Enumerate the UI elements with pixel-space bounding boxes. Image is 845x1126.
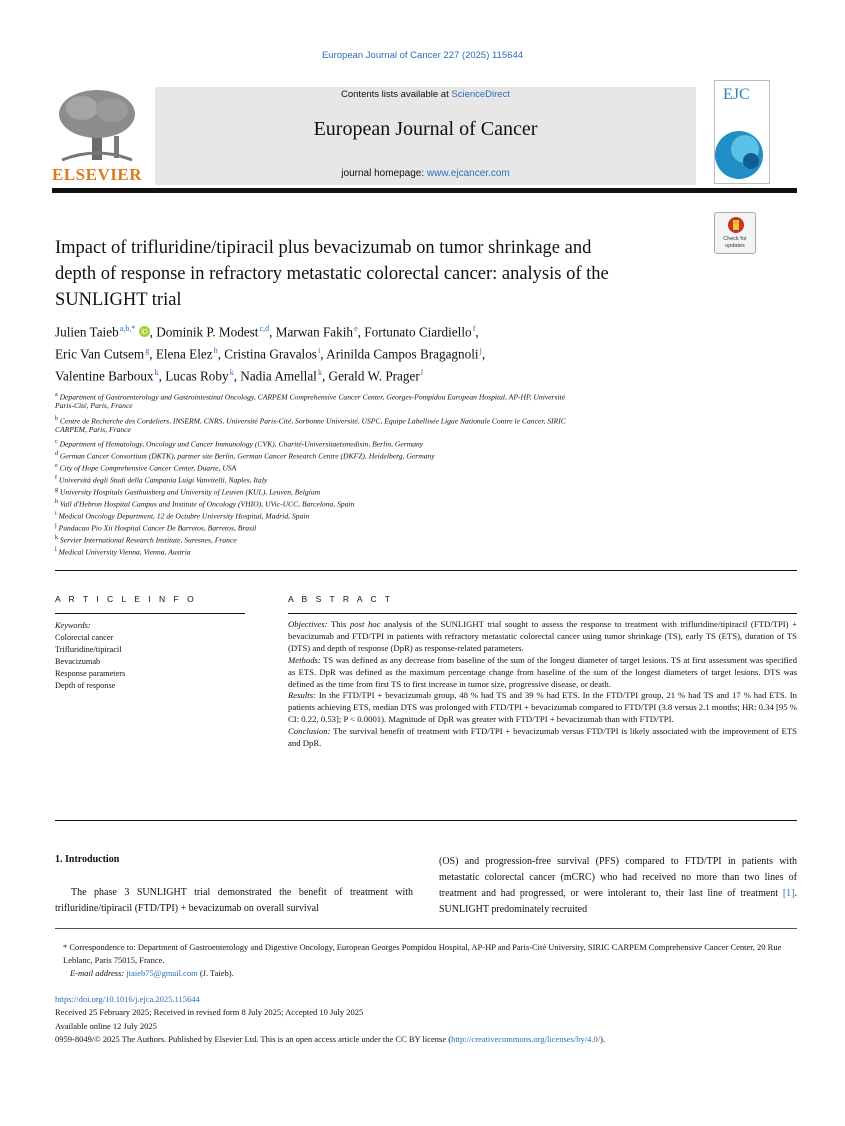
author-sup[interactable]: f (472, 324, 476, 333)
affiliation: $^e$ City of Hope Comprehensive Cancer Center, Duarte, USA (55, 463, 237, 473)
header-rule (52, 188, 797, 193)
doi-link[interactable]: https://doi.org/10.1016/j.ejca.2025.115644 (55, 994, 200, 1004)
author-name[interactable]: Eric Van Cutsem (55, 346, 145, 362)
contents-line (155, 89, 696, 100)
journal-citation[interactable]: European Journal of Cancer 227 (2025) 115644 (321, 50, 524, 61)
affiliation: $^f$ Università degli Studi della Campania Luigi Vanvitelli, Naples, Italy (55, 475, 268, 485)
affiliation: $^g$ University Hospitals Gasthuisberg and University of Leuven (KUL), Leuven, Belgium (55, 487, 321, 497)
section-rule (55, 570, 797, 571)
author-sup[interactable]: a,b,* (119, 324, 136, 333)
author-sup[interactable]: e (354, 324, 358, 333)
abstract-heading: A B S T R A C T (288, 594, 394, 604)
intro-left-text: The phase 3 SUNLIGHT trial demonstrated the benefit of treatment with trifluridine/tipiracil (FTD/TPI) + bevacizumab on overall survival (55, 887, 413, 914)
intro-right-text: (OS) and progression-free survival (PFS) compared to FTD/TPI in patients with metastatic colorectal cancer (mCRC) who had received no more than two lines of treatment and had progressed, or were intolerant to, their last line of treatment (439, 856, 797, 899)
badge-text-2: updates (725, 242, 745, 249)
abstract-rule (288, 613, 797, 614)
check-for-updates-badge[interactable] (714, 212, 756, 254)
author-sup[interactable]: c,d (259, 324, 270, 333)
svg-text:iD: iD (140, 329, 148, 337)
homepage-line (155, 168, 696, 179)
cover-logo-text: EJC (723, 86, 750, 103)
elsevier-wordmark: ELSEVIER (52, 165, 142, 184)
email-link[interactable]: jtaieb75@gmail.com (126, 968, 198, 978)
keyword: Colorectal cancer (55, 633, 114, 642)
footnote-rule (55, 928, 797, 929)
author-name[interactable]: Cristina Gravalos (224, 346, 317, 362)
affiliation: $^h$ Vall d'Hebron Hospital Campus and Institute of Oncology (VHIO), UVic-UCC, Barcelona, Spain (55, 499, 355, 509)
orcid-icon[interactable] (139, 326, 150, 337)
author-name[interactable]: Nadia Amellal (240, 368, 317, 384)
author-name[interactable]: Gerald W. Prager (328, 368, 420, 384)
homepage-prefix: journal homepage: (341, 168, 427, 179)
affiliation: $^a$ Department of Gastroenterology and Gastrointestinal Oncology, CARPEM Comprehensive Cancer Center, Georges-Pompidou European Hospital, AP-HP, Université (55, 392, 566, 402)
check-updates-icon (727, 216, 745, 234)
title-line: Impact of trifluridine/tipiracil plus bevacizumab on tumor shrinkage and (55, 238, 592, 258)
intro-heading: 1. Introduction (55, 854, 120, 865)
badge-text-1: Check for (723, 236, 747, 242)
license-link[interactable]: http://creativecommons.org/licenses/by/4.0/ (451, 1034, 601, 1044)
author-sup[interactable]: k (317, 367, 322, 377)
author-name[interactable]: Elena Elez (155, 346, 213, 362)
abstract-conclusion: Conclusion: The survival benefit of treatment with FTD/TPI + bevacizumab versus FTD/TPI is likely associated with the improvement of ETS and DpR. (288, 726, 797, 749)
abstract-objectives: Objectives: This post hoc analysis of the SUNLIGHT trial sought to assess the response to treatment with trifluridine/tipiracil (FTD/TPI) + bevacizumab and FTD/TPI in patients with refractory metastatic colorectal cancer using tumor shrinkage (TS), early TS (ETS), duration of TS (DTS) and depth of response (DpR) as response-related parameters. (288, 619, 798, 653)
section-rule (55, 820, 797, 821)
author-sup[interactable]: g (145, 345, 150, 355)
journal-title: European Journal of Cancer (313, 118, 538, 140)
reference-link[interactable]: [1] (782, 888, 795, 899)
email-line: E-mail address: jtaieb75@gmail.com (J. Taieb). (70, 968, 234, 978)
available-online: Available online 12 July 2025 (55, 1021, 157, 1031)
title-line: SUNLIGHT trial (55, 290, 182, 310)
author-name[interactable]: Marwan Fakih (275, 324, 353, 340)
author-name[interactable]: Arinilda Campos Bragagnoli (326, 346, 479, 362)
author-sup[interactable]: h (213, 345, 218, 355)
correspondence-note: * Correspondence to: Department of Gastroenterology and Digestive Oncology, European Georges Pompidou Hospital, AP-HP and Paris-Cité University, SIRIC CARPEM Comprehensive Cancer Center, 20 Rue Leblanc, Paris 75015, France. (63, 942, 782, 965)
intro-right-text-end: . SUNLIGHT predominately recruited (439, 888, 797, 915)
homepage-link[interactable]: www.ejcancer.com (426, 168, 510, 179)
author-name[interactable]: Dominik P. Modest (156, 324, 259, 340)
affiliation: Paris-Cité, Paris, France (55, 401, 133, 410)
affiliation: $^l$ Medical University Vienna, Vienna, Austria (55, 547, 191, 557)
keyword: Depth of response (55, 681, 116, 690)
author-sup[interactable]: j (479, 345, 482, 355)
license-line: 0959-8049/© 2025 The Authors. Published by Elsevier Ltd. This is an open access article under the CC BY license (http://creativecommons.org/licenses/by/4.0/). (55, 1034, 606, 1044)
author-name[interactable]: Valentine Barboux (55, 368, 154, 384)
sciencedirect-link[interactable]: ScienceDirect (451, 89, 510, 100)
author-name[interactable]: Julien Taieb (55, 324, 119, 340)
intro-right-column (439, 854, 797, 918)
keywords-label: Keywords: (55, 621, 91, 630)
author-sup[interactable]: k (154, 367, 159, 377)
author-sup[interactable]: k (229, 367, 234, 377)
author-name[interactable]: Lucas Roby (165, 368, 229, 384)
author-sup[interactable]: i (318, 345, 321, 355)
keyword: Bevacizumab (55, 657, 101, 666)
keyword: Trifluridine/tipiracil (55, 645, 122, 654)
abstract-methods: Methods: TS was defined as any decrease from baseline of the sum of the longest diameter of target lesions. TS at first assessment was specified as ETS. DpR was defined as the maximum percentage change from baseline of the sum of the longest diameters of target lesions. DTS was defined as the time from first TS to first increase in tumor size, progressive disease, or death. (288, 654, 797, 689)
affiliation: CARPEM, Paris, France (55, 425, 131, 434)
contents-prefix: Contents lists available at (341, 89, 452, 100)
received-dates: Received 25 February 2025; Received in revised form 8 July 2025; Accepted 10 July 2025 (55, 1007, 364, 1017)
intro-left-column (55, 885, 413, 917)
title-line: depth of response in refractory metastatic colorectal cancer: analysis of the (55, 264, 609, 284)
info-rule (55, 613, 245, 614)
keyword: Response parameters (55, 669, 126, 678)
affiliation: $^b$ Centre de Recherche des Cordeliers, INSERM, CNRS, Université Paris-Cité, Sorbonne Université, USPC, Equipe Labellisée Ligue Nationale Contre le Cancer, SIRIC (55, 416, 566, 426)
article-title (55, 235, 705, 313)
abstract-body (288, 619, 797, 750)
affiliation: $^k$ Servier International Research Institute, Suresnes, France (55, 535, 237, 545)
affiliation: $^j$ Pundacao Pio Xii Hospital Cancer De Barretos, Barretos, Brasil (55, 523, 257, 533)
author-sup[interactable]: l (420, 367, 424, 377)
affiliation: $^c$ Department of Hematology, Oncology and Cancer Immunology (CVK), Charité-Universitaetsmedisin, Berlin, Germany (55, 439, 424, 449)
affiliation: $^i$ Medical Oncology Department, 12 de Octubre University Hospital, Madrid, Spain (55, 511, 310, 521)
author-name[interactable]: Fortunato Ciardiello (364, 324, 472, 340)
article-info-heading: A R T I C L E I N F O (55, 594, 197, 604)
author-list: Julien Taieb $^{a,b,*}$ iD , Dominik P. Modest $^{c,d}$, Marwan Fakih $^e$, Fortunato Ciardiello $^f$, Eric Van Cutsem $^g$, Elena Elez $^h$, Cristina Gravalos $^i$, Arinilda Campos Bragagnoli $^j$, Valentine Barboux $^k$, Lucas Roby $^k$, Nadia Amellal $^k$, Gerald W. Prager $^l$ (55, 324, 486, 384)
abstract-results: Results: In the FTD/TPI + bevacizumab group, 48 % had TS and 39 % had ETS. In the FTD/TPI group, 21 % had TS and 17 % had ETS. In patients achieving ETS, median DTS was prolonged with FTD/TPI + bevacizumab compared to FTD/TPI (3.8 versus 2.1 months; HR: 0.34 [95 % CI: 0.22, 0.53]; P < 0.0001). Magnitude of DpR was greater with FTD/TPI + bevacizumab than with FTD/TPI. (288, 690, 797, 725)
affiliation: $^d$ German Cancer Consortium (DKTK), partner site Berlin, German Cancer Research Centre (DKFZ), Heidelberg, Germany (55, 451, 435, 461)
journal-cover-thumbnail[interactable] (714, 80, 770, 184)
